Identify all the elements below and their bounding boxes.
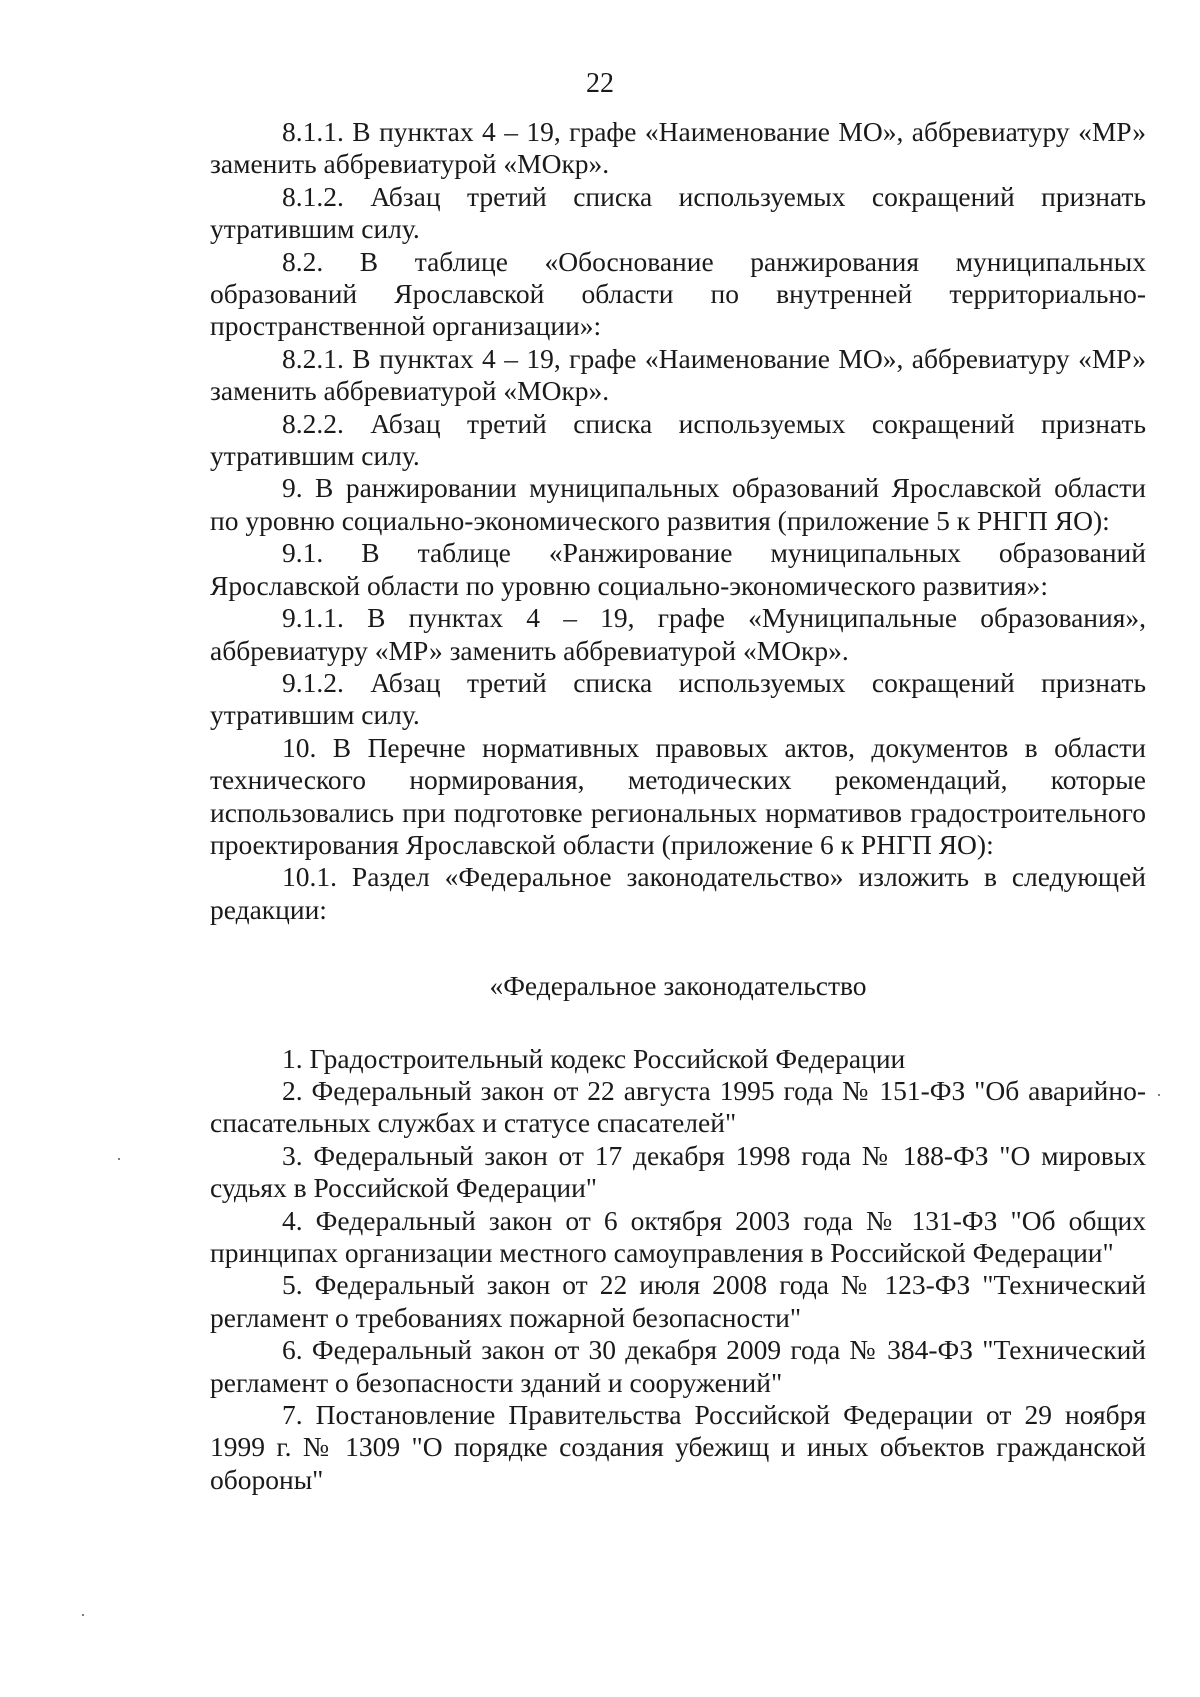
paragraph-8-2-2: 8.2.2. Абзац третий списка используемых сокращений признать утратившим силу. [210,407,1146,472]
page-number: 22 [586,68,614,99]
scan-speck [1158,1094,1160,1096]
list-item: 5. Федеральный закон от 22 июля 2008 года № 123-ФЗ "Технический регламент о требованиях пожарной безопасности" [210,1269,1146,1333]
list-item: 7. Постановление Правительства Российской Федерации от 29 ноября 1999 г. № 1309 "О порядке создания убежищ и иных объектов гражданской обороны" [210,1399,1146,1495]
paragraph-9-1: 9.1. В таблице «Ранжирование муниципальных образований Ярославской области по уровню социально-экономического развития»: [210,537,1146,601]
paragraph-10: 10. В Перечне нормативных правовых актов, документов в области технического нормирования, методических рекомендаций, которые использовались при подготовке региональных нормативов градостроительного проектирования Ярославской области (приложение 6 к РНГП ЯО): [210,731,1146,860]
list-item: 1. Градостроительный кодекс Российской Федерации [282,1042,906,1074]
paragraph-8-2: 8.2. В таблице «Обоснование ранжирования муниципальных образований Ярославской области по внутренней территориально-пространственной организации»: [210,245,1146,342]
paragraph-8-2-1: 8.2.1. В пунктах 4 – 19, графе «Наименование МО», аббревиатуру «МР» заменить аббревиатурой «МОкр». [210,342,1146,407]
list-item: 2. Федеральный закон от 22 августа 1995 года № 151-ФЗ "Об аварийно-спасательных службах и статусе спасателей" [210,1074,1146,1139]
paragraph-9-1-2: 9.1.2. Абзац третий списка используемых сокращений признать утратившим силу. [210,666,1146,731]
scan-speck [118,1158,120,1160]
document-body [210,116,1146,1496]
paragraph-8-1-2: 8.1.2. Абзац третий списка используемых сокращений признать утратившим силу. [210,180,1146,245]
list-item: 4. Федеральный закон от 6 октября 2003 года № 131-ФЗ "Об общих принципах организации местного самоуправления в Российской Федерации" [210,1204,1146,1268]
list-item: 3. Федеральный закон от 17 декабря 1998 года № 188-ФЗ "О мировых судьях в Российской Федерации" [210,1139,1146,1204]
paragraph-9: 9. В ранжировании муниципальных образований Ярославской области по уровню социально-экономического развития (приложение 5 к РНГП ЯО): [210,472,1146,536]
section-title: «Федеральное законодательство [489,970,867,1002]
paragraph-8-1-1: 8.1.1. В пунктах 4 – 19, графе «Наименование МО», аббревиатуру «МР» заменить аббревиатурой «МОкр». [210,116,1146,180]
paragraph-9-1-1: 9.1.1. В пунктах 4 – 19, графе «Муниципальные образования», аббревиатуру «МР» заменить аббревиатурой «МОкр». [210,602,1146,666]
list-item: 6. Федеральный закон от 30 декабря 2009 года № 384-ФЗ "Технический регламент о безопасности зданий и сооружений" [210,1334,1146,1398]
scan-speck [82,1614,84,1616]
paragraph-10-1: 10.1. Раздел «Федеральное законодательство» изложить в следующей редакции: [210,861,1146,925]
